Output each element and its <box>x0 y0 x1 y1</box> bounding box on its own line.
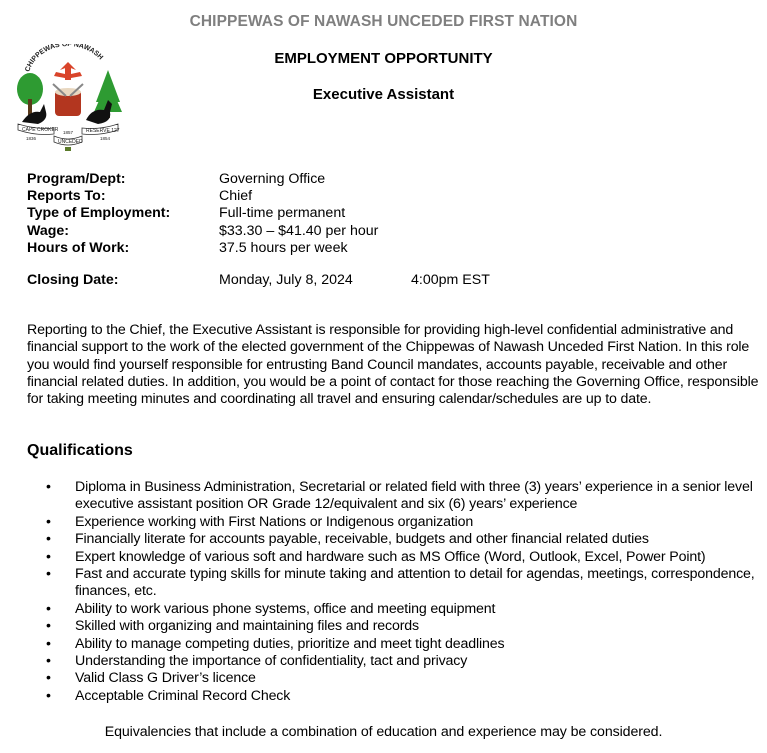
job-description: Reporting to the Chief, the Executive Assistant is responsible for providing high-level confidential administrative and financial support to the work of the elected government of the Chippewas of Nawash Unceded First Nation. In this role you would find yourself responsible for entrusting Band Council mandates, accounts payable, receivable and other financial related duties. In addition, you would be a point of contact for those reaching the Governing Office, responsible for taking meeting minutes and coordinating all travel and ensuring calendar/schedules are up to date. <box>27 322 759 408</box>
list-item: • Expert knowledge of various soft and hardware such as MS Office (Word, Outlook, Excel, Power Point) <box>46 548 706 565</box>
detail-value: 37.5 hours per week <box>219 239 348 256</box>
bullet-icon: • <box>46 566 51 583</box>
list-item: • Ability to work various phone systems, office and meeting equipment <box>46 600 496 617</box>
detail-row-hours <box>27 240 378 257</box>
list-item: • Financially literate for accounts payable, receivable, budgets and other financial related duties <box>46 531 649 548</box>
job-title: Executive Assistant <box>312 86 455 103</box>
list-item: • Understanding the importance of confidentiality, tact and privacy <box>46 653 468 670</box>
bullet-icon: • <box>46 531 51 548</box>
svg-text:UNCEDED: UNCEDED <box>58 139 83 145</box>
detail-value: Chief <box>219 188 253 205</box>
bullet-icon: • <box>46 670 51 687</box>
list-item: • Skilled with organizing and maintaining files and records <box>46 618 419 635</box>
bullet-icon: • <box>46 479 51 495</box>
organization-name: CHIPPEWAS OF NAWASH UNCEDED FIRST NATION <box>189 13 578 30</box>
svg-text:RESERVE 127: RESERVE 127 <box>86 128 120 134</box>
closing-date-row <box>27 272 490 288</box>
svg-text:1836: 1836 <box>26 136 37 141</box>
detail-label: Hours of Work: <box>27 239 130 256</box>
drum-icon <box>53 84 83 116</box>
detail-label: Type of Employment: <box>27 205 171 222</box>
equivalency-note: Equivalencies that include a combination of education and experience may be considered. <box>104 724 663 740</box>
bullet-icon: • <box>46 513 51 530</box>
organization-logo <box>8 44 128 152</box>
thunderbird-icon <box>54 62 82 80</box>
closing-date-label: Closing Date: <box>27 272 119 288</box>
closing-date-value: Monday, July 8, 2024 <box>219 272 353 288</box>
tree-icon <box>17 73 43 117</box>
list-item: • Valid Class G Driver’s licence <box>46 670 256 687</box>
list-item: • Acceptable Criminal Record Check <box>46 687 291 704</box>
bullet-icon: • <box>46 687 51 704</box>
detail-row-wage <box>27 223 378 240</box>
detail-value: $33.30 – $41.40 per hour <box>219 222 379 239</box>
detail-label: Reports To: <box>27 188 106 205</box>
detail-row-program <box>27 171 378 188</box>
svg-text:CAPE CROKER: CAPE CROKER <box>22 127 59 133</box>
deer-icon <box>22 104 46 124</box>
bullet-icon: • <box>46 600 51 617</box>
list-item: • Diploma in Business Administration, Secretarial or related field with three (3) years’ experience in a senior level executive assistant position OR Grade 12/equivalent and six (6) years’ experience <box>46 479 753 513</box>
detail-label: Wage: <box>27 222 70 239</box>
detail-value: Governing Office <box>219 171 326 187</box>
list-item: • Ability to manage competing duties, prioritize and meet tight deadlines <box>46 635 505 652</box>
detail-value: Full-time permanent <box>219 205 346 222</box>
job-details <box>27 171 378 257</box>
bullet-icon: • <box>46 548 51 565</box>
bullet-icon: • <box>46 653 51 670</box>
detail-row-reports-to <box>27 188 378 205</box>
closing-time-value: 4:00pm EST <box>411 272 490 288</box>
logo-arc-text: CHIPPEWAS OF NAWASH <box>24 44 105 73</box>
svg-text:1857: 1857 <box>63 130 74 135</box>
qualifications-heading: Qualifications <box>27 442 133 459</box>
document-heading: EMPLOYMENT OPPORTUNITY <box>274 50 493 67</box>
detail-label: Program/Dept: <box>27 171 126 187</box>
detail-row-employment-type <box>27 205 378 222</box>
list-item: • Experience working with First Nations or Indigenous organization <box>46 513 474 530</box>
bullet-icon: • <box>46 635 51 652</box>
bullet-icon: • <box>46 618 51 635</box>
svg-text:1854: 1854 <box>100 136 111 141</box>
list-item: • Fast and accurate typing skills for minute taking and attention to detail for agendas, meetings, correspondence, finances, etc. <box>46 566 755 600</box>
qualifications-list <box>46 479 761 705</box>
